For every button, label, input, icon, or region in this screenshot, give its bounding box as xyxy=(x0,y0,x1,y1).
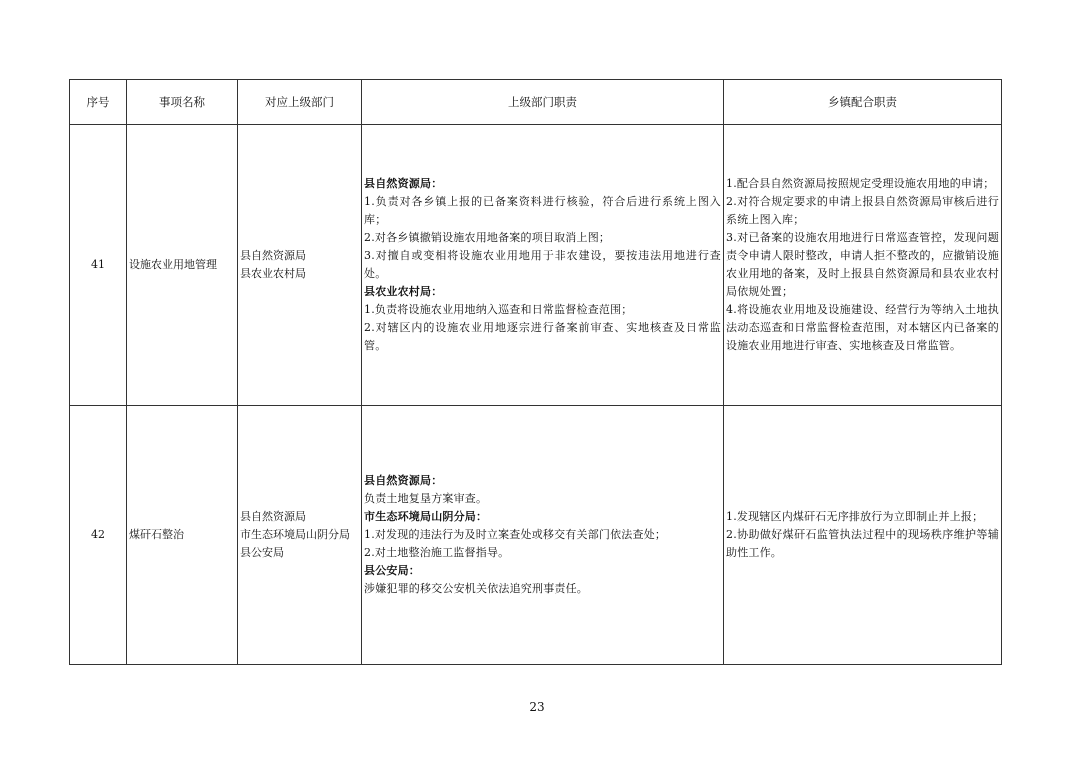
duty-item: 1.负责对各乡镇上报的已备案资料进行核验，符合后进行系统上图入库； xyxy=(364,195,721,226)
duty-item: 涉嫌犯罪的移交公安机关依法追究刑事责任。 xyxy=(364,582,588,595)
row-no: 42 xyxy=(70,406,127,665)
duty-item: 1.负责将设施农业用地纳入巡查和日常监督检查范围； xyxy=(364,303,633,316)
duty-item: 2.对辖区内的设施农业用地逐宗进行备案前审查、实地核查及日常监管。 xyxy=(364,321,721,352)
header-town: 乡镇配合职责 xyxy=(724,80,1002,125)
town-item: 2.对符合规定要求的申请上报县自然资源局审核后进行系统上图入库； xyxy=(726,195,999,226)
row-superior-duty xyxy=(362,406,724,665)
table-header-row xyxy=(70,80,1002,125)
dept-line: 县农业农村局 xyxy=(240,267,306,280)
org-heading: 市生态环境局山阴分局： xyxy=(364,510,488,523)
row-item-name: 煤矸石整治 xyxy=(127,406,238,665)
row-no: 41 xyxy=(70,125,127,406)
page-number: 23 xyxy=(529,700,545,714)
dept-line: 县自然资源局 xyxy=(240,249,306,262)
org-heading: 县自然资源局： xyxy=(364,177,443,190)
duty-item: 1.对发现的违法行为及时立案查处或移交有关部门依法查处； xyxy=(364,528,667,541)
table-row xyxy=(70,125,1002,406)
town-item: 4.将设施农业用地及设施建设、经营行为等纳入土地执法动态巡查和日常监督检查范围，对本辖区内已备案的设施农业用地进行审查、实地核查及日常监管。 xyxy=(726,303,999,352)
row-item-name: 设施农业用地管理 xyxy=(127,125,238,406)
header-name: 事项名称 xyxy=(127,80,238,125)
dept-line: 县自然资源局 xyxy=(240,510,306,523)
header-dept: 对应上级部门 xyxy=(238,80,362,125)
table-row xyxy=(70,406,1002,665)
header-no: 序号 xyxy=(70,80,127,125)
row-superior-duty xyxy=(362,125,724,406)
town-item: 1.发现辖区内煤矸石无序排放行为立即制止并上报； xyxy=(726,510,984,523)
row-town-duty xyxy=(724,406,1002,665)
org-heading: 县自然资源局： xyxy=(364,474,443,487)
duty-item: 2.对各乡镇撤销设施农用地备案的项目取消上图； xyxy=(364,231,611,244)
duty-item: 2.对土地整治施工监督指导。 xyxy=(364,546,510,559)
org-heading: 县公安局： xyxy=(364,564,420,577)
town-item: 2.协助做好煤矸石监管执法过程中的现场秩序维护等辅助性工作。 xyxy=(726,528,999,559)
duty-item: 3.对擅自或变相将设施农业用地用于非农建设，要按违法用地进行查处。 xyxy=(364,249,721,280)
town-item: 3.对已备案的设施农用地进行日常巡查管控，发现问题责令申请人限时整改，申请人拒不整改的，应撤销设施农业用地的备案，及时上报县自然资源局和县农业农村局依规处置； xyxy=(726,231,999,298)
dept-line: 县公安局 xyxy=(240,546,284,559)
town-item: 1.配合县自然资源局按照规定受理设施农用地的申请； xyxy=(726,177,995,190)
row-town-duty xyxy=(724,125,1002,406)
row-depts xyxy=(238,406,362,665)
duty-table xyxy=(69,79,1002,665)
dept-line: 市生态环境局山阴分局 xyxy=(240,528,350,541)
org-heading: 县农业农村局： xyxy=(364,285,443,298)
header-duty: 上级部门职责 xyxy=(362,80,724,125)
duty-item: 负责土地复垦方案审查。 xyxy=(364,492,488,505)
row-depts xyxy=(238,125,362,406)
